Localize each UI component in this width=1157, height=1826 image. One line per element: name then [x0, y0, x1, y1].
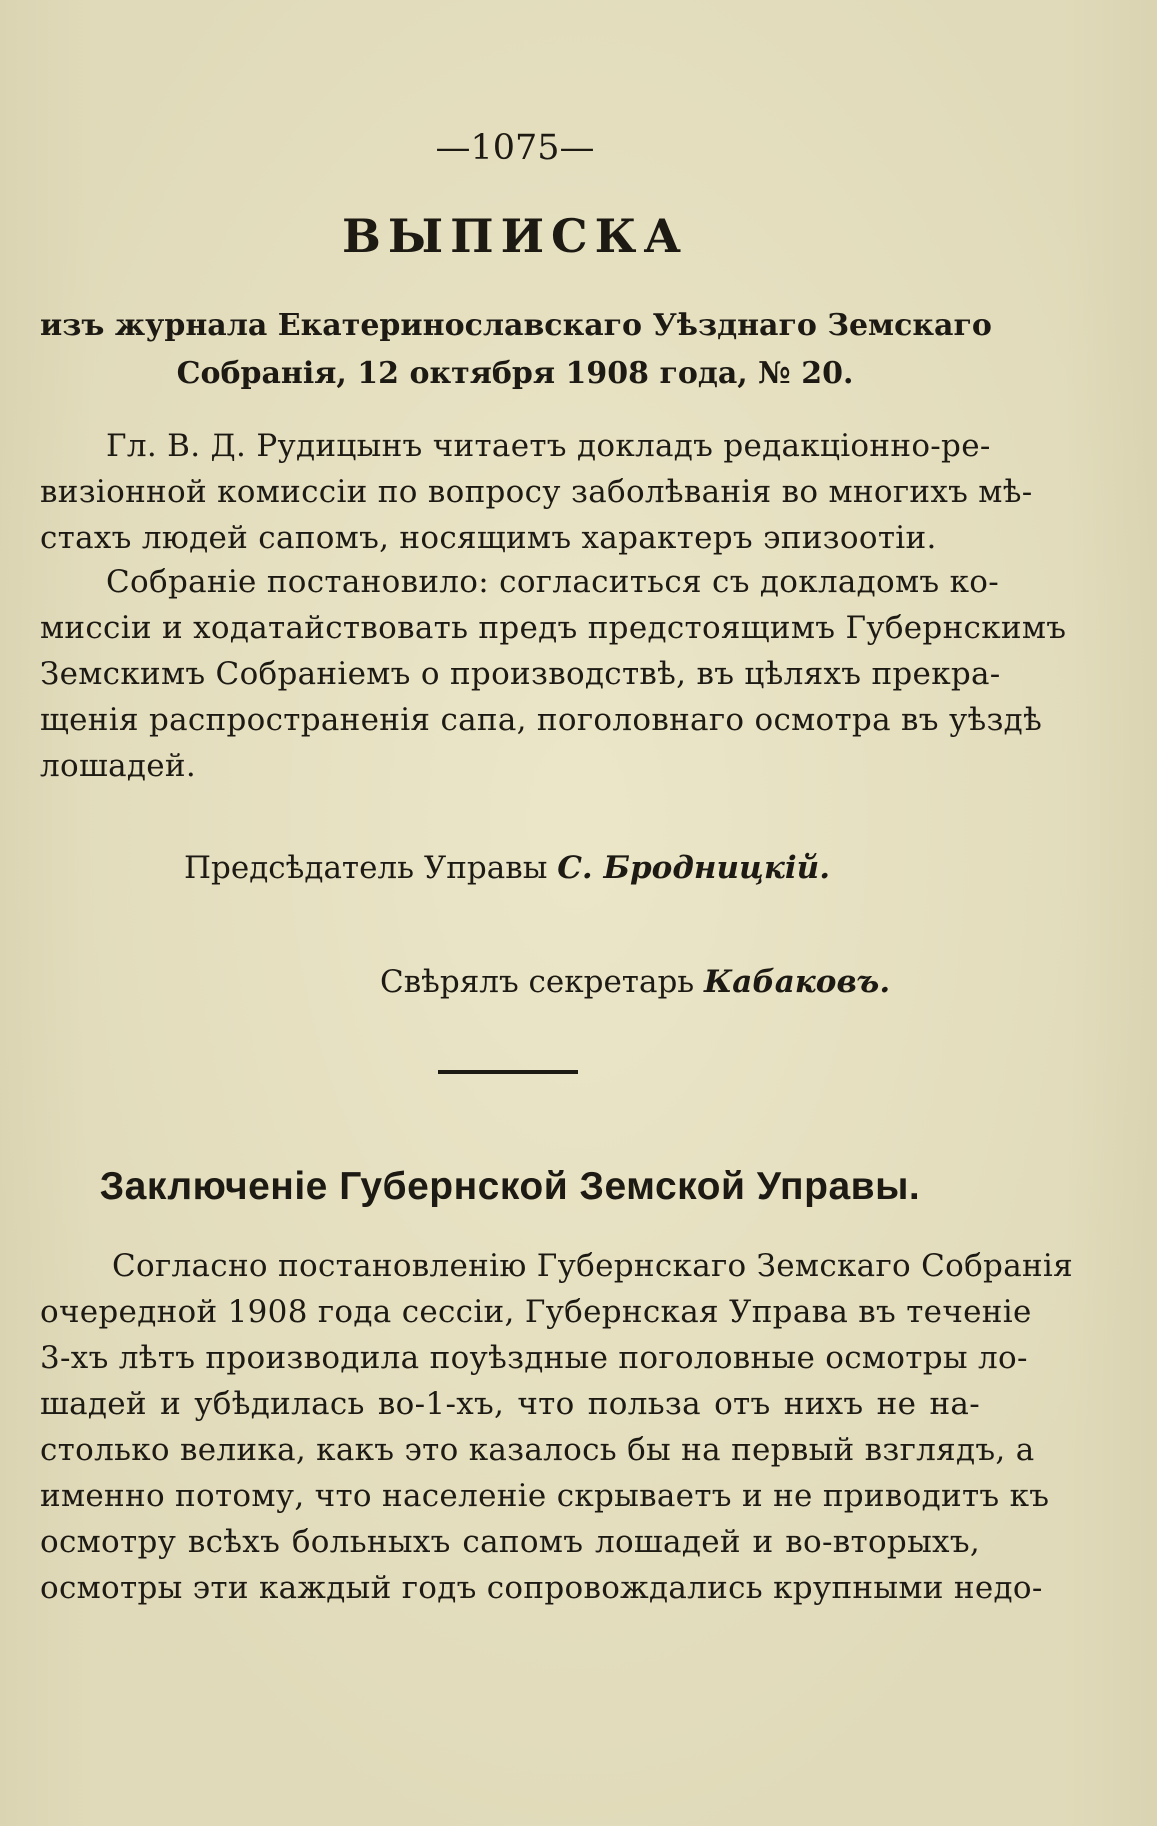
- paragraph-2-line-1: Собраніе постановило: согласиться съ докладомъ ко-: [106, 564, 1000, 600]
- subtitle-line-1: изъ журнала Екатеринославскаго Уѣзднаго Земскаго: [40, 308, 992, 343]
- paragraph-3-line-4: шадей и убѣдилась во-1-хъ, что польза отъ нихъ не на-: [40, 1386, 980, 1422]
- document-title: ВЫПИСКА: [342, 209, 688, 263]
- paragraph-3-line-5: столько велика, какъ это казалось бы на первый взглядъ, а: [40, 1432, 1035, 1468]
- paragraph-3-line-7: осмотру всѣхъ больныхъ сапомъ лошадей и во-вторыхъ,: [40, 1524, 980, 1560]
- secretary-name: Кабаковъ.: [704, 964, 891, 1000]
- section-divider: [438, 1070, 578, 1074]
- paragraph-3-line-2: очередной 1908 года сессіи, Губернская Управа въ теченіе: [40, 1294, 1032, 1330]
- paragraph-2-line-4: щенія распространенія сапа, поголовнаго осмотра въ уѣздѣ: [40, 702, 1043, 738]
- paragraph-1-line-1: Гл. В. Д. Рудицынъ читаетъ докладъ редакціонно-ре-: [106, 428, 991, 464]
- paragraph-1-line-2: визіонной комиссіи по вопросу заболѣванія во многихъ мѣ-: [40, 474, 1033, 510]
- section-heading: Заключеніе Губернской Земской Управы.: [99, 1165, 921, 1208]
- secretary-signature-line: [380, 964, 890, 1000]
- secretary-label: Свѣрялъ секретарь: [380, 964, 695, 1000]
- paragraph-2-line-2: миссіи и ходатайствовать предъ предстоящимъ Губернскимъ: [40, 610, 1067, 646]
- paragraph-3-line-3: 3-хъ лѣтъ производила поуѣздные поголовные осмотры ло-: [40, 1340, 1028, 1376]
- paragraph-2-line-5: лошадей.: [40, 748, 197, 784]
- subtitle-line-2: Собранія, 12 октября 1908 года, № 20.: [176, 356, 854, 391]
- paragraph-3-line-6: именно потому, что населеніе скрываетъ и не приводитъ къ: [40, 1478, 1050, 1514]
- paragraph-1-line-3: стахъ людей сапомъ, носящимъ характеръ эпизоотіи.: [40, 520, 937, 556]
- chairman-signature-line: [184, 850, 830, 886]
- paragraph-3-line-8: осмотры эти каждый годъ сопровождались крупными недо-: [40, 1570, 1043, 1606]
- page-number: —1075—: [435, 128, 595, 168]
- paragraph-2-line-3: Земскимъ Собраніемъ о производствѣ, въ цѣляхъ прекра-: [40, 656, 1001, 692]
- paragraph-3-line-1: Согласно постановленію Губернскаго Земскаго Собранія: [112, 1248, 1074, 1284]
- chairman-label: Предсѣдатель Управы: [184, 850, 548, 886]
- chairman-name: С. Бродницкій.: [557, 850, 831, 886]
